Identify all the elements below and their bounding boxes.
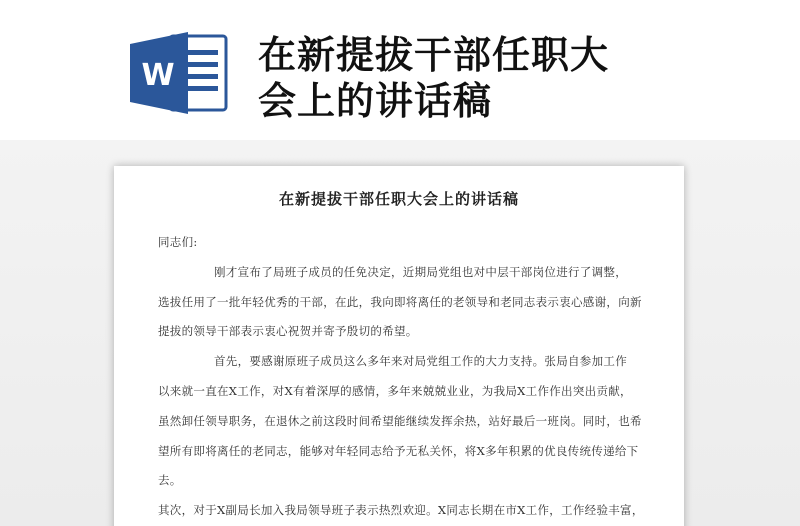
body-line: 以来就一直在X工作，对X有着深厚的感情，多年来兢兢业业，为我局X工作作出突出贡献， [158, 383, 632, 398]
banner [0, 0, 800, 140]
body-line: 提拔的领导干部表示衷心祝贺并寄予殷切的希望。 [158, 324, 418, 339]
body-line: 其次，对于X副局长加入我局领导班子表示热烈欢迎。X同志长期在市X工作，工作经验丰富， [158, 503, 644, 518]
body-line: 选拔任用了一批年轻优秀的干部，在此，我向即将离任的老领导和老同志表示衷心感谢，向新 [158, 294, 642, 309]
word-icon-letter: W [141, 58, 175, 93]
body-line: 去。 [158, 473, 182, 488]
banner-title-line-2: 会上的讲话稿 [258, 79, 493, 123]
body-line: 望所有即将离任的老同志，能够对年轻同志给予无私关怀，将X多年积累的优良传统传递给下 [158, 443, 639, 458]
banner-title-line-1: 在新提拔干部任职大 [258, 33, 610, 77]
document-page [114, 166, 684, 526]
document-title: 在新提拔干部任职大会上的讲话稿 [278, 190, 519, 208]
body-line: 虽然卸任领导职务，在退休之前这段时间希望能继续发挥余热，站好最后一班岗。同时，也希 [158, 413, 642, 428]
body-line: 刚才宣布了局班子成员的任免决定，近期局党组也对中层干部岗位进行了调整， [214, 264, 627, 279]
body-line: 首先，要感谢原班子成员这么多年来对局党组工作的大力支持。张局自参加工作 [214, 354, 627, 369]
document-body [158, 228, 644, 526]
word-icon [130, 32, 228, 114]
banner-title [258, 32, 698, 124]
body-line: 同志们: [158, 235, 198, 249]
